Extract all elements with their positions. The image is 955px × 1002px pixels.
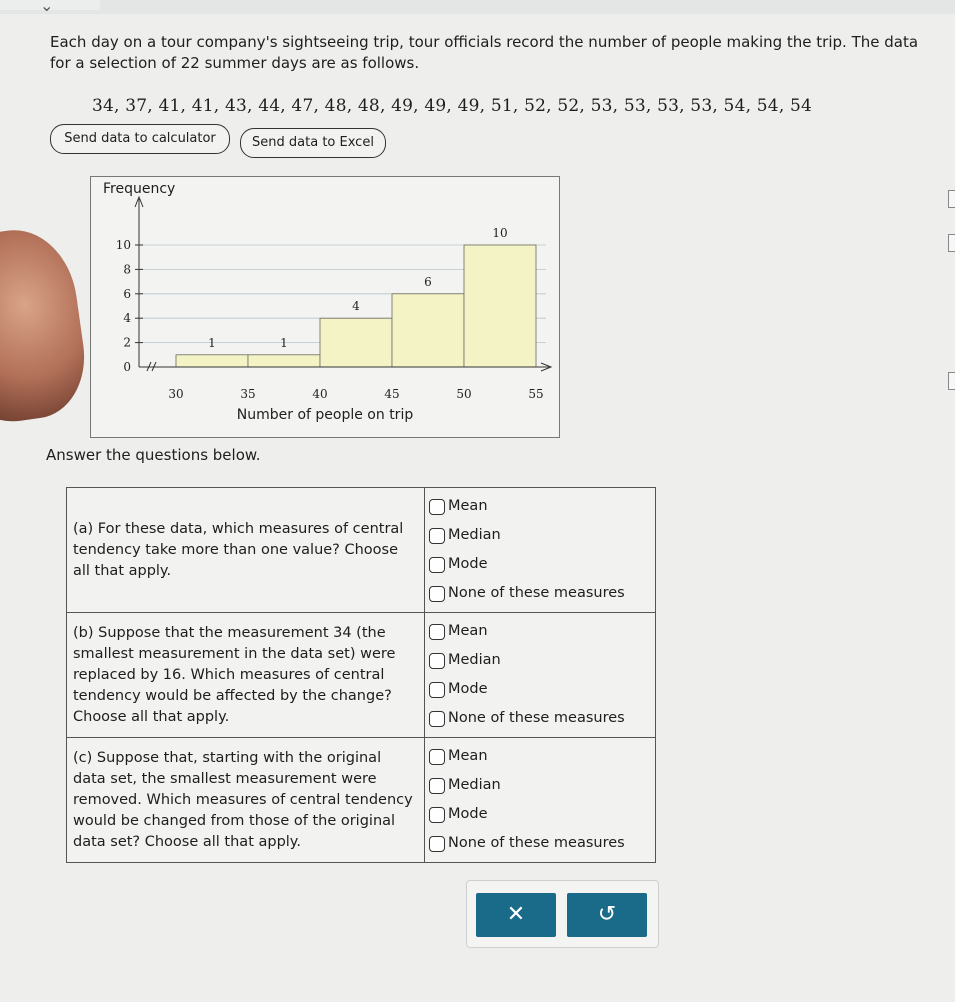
histogram-bar (320, 318, 392, 367)
option-label: Mode (448, 556, 488, 572)
option-mode[interactable] (429, 800, 651, 829)
chart-x-axis-label: Number of people on trip (236, 407, 414, 423)
clear-button[interactable] (476, 893, 556, 937)
checkbox-icon[interactable] (429, 557, 445, 573)
option-label: Mean (448, 623, 488, 639)
bar-data-label: 10 (492, 226, 508, 240)
top-bar (0, 0, 955, 14)
right-edge-tab[interactable] (948, 190, 955, 208)
option-mean[interactable] (429, 742, 651, 771)
question-a-text: (a) For these data, which measures of central tendency take more than one value? Choose all that apply. (67, 488, 425, 613)
right-edge-tab[interactable] (948, 234, 955, 252)
option-median[interactable] (429, 646, 651, 675)
question-row-a (67, 488, 656, 613)
checkbox-icon[interactable] (429, 528, 445, 544)
histogram-chart (90, 176, 560, 438)
option-mode[interactable] (429, 675, 651, 704)
option-mean[interactable] (429, 617, 651, 646)
chart-y-axis-label: Frequency (103, 181, 176, 197)
x-tick-label: 50 (456, 387, 472, 401)
send-to-excel-button[interactable]: Send data to Excel (240, 128, 386, 158)
bar-data-label: 4 (352, 299, 360, 314)
histogram-bar (464, 245, 536, 367)
option-median[interactable] (429, 771, 651, 800)
bar-data-label: 1 (280, 335, 288, 350)
question-b-text: (b) Suppose that the measurement 34 (the smallest measurement in the data set) were replaced by 16. Which measures of central tendency would be affected by the change? Choose all that apply. (67, 613, 425, 738)
option-label: None of these measures (448, 835, 625, 851)
histogram-bar (248, 355, 320, 367)
option-none[interactable] (429, 579, 651, 608)
x-tick-label: 35 (240, 387, 256, 401)
checkbox-icon[interactable] (429, 749, 445, 765)
checkbox-icon[interactable] (429, 836, 445, 852)
y-tick-label: 4 (123, 311, 131, 326)
option-none[interactable] (429, 829, 651, 858)
checkbox-icon[interactable] (429, 499, 445, 515)
x-tick-label: 40 (312, 387, 328, 401)
option-mode[interactable] (429, 550, 651, 579)
option-label: Median (448, 777, 501, 793)
checkbox-icon[interactable] (429, 586, 445, 602)
chevron-down-icon[interactable]: ⌄ (40, 0, 54, 15)
checkbox-icon[interactable] (429, 807, 445, 823)
option-mean[interactable] (429, 492, 651, 521)
option-none[interactable] (429, 704, 651, 733)
histogram-bar (392, 294, 464, 367)
question-b-options (425, 613, 656, 738)
x-tick-label: 55 (528, 387, 544, 401)
action-panel (466, 880, 659, 948)
y-tick-label: 10 (115, 238, 131, 252)
option-median[interactable] (429, 521, 651, 550)
y-tick-label: 6 (123, 286, 131, 301)
option-label: Mean (448, 748, 488, 764)
question-c-options (425, 738, 656, 863)
option-label: Median (448, 652, 501, 668)
checkbox-icon[interactable] (429, 711, 445, 727)
y-tick-label: 8 (123, 262, 131, 277)
right-edge-tab[interactable] (948, 372, 955, 390)
y-tick-label: 0 (123, 360, 131, 374)
checkbox-icon[interactable] (429, 653, 445, 669)
x-tick-label: 30 (168, 387, 184, 401)
bar-data-label: 6 (424, 274, 432, 289)
checkbox-icon[interactable] (429, 682, 445, 698)
histogram-bar (176, 355, 248, 367)
data-values: 34, 37, 41, 41, 43, 44, 47, 48, 48, 49, 49, 49, 51, 52, 52, 53, 53, 53, 53, 54, 54, 54 (92, 96, 813, 116)
finger-photo-artifact (0, 222, 92, 431)
question-a-options (425, 488, 656, 613)
option-label: Mode (448, 681, 488, 697)
option-label: None of these measures (448, 585, 625, 601)
option-label: None of these measures (448, 710, 625, 726)
questions-table (66, 487, 656, 863)
checkbox-icon[interactable] (429, 624, 445, 640)
option-label: Mean (448, 498, 488, 514)
x-tick-label: 45 (384, 387, 400, 401)
undo-button[interactable] (567, 893, 647, 937)
problem-prompt: Each day on a tour company's sightseeing trip, tour officials record the number of people making the trip. The data for a selection of 22 summer days are as follows. (50, 33, 919, 72)
instructions-text: Answer the questions below. (46, 446, 261, 464)
undo-icon: ↺ (597, 902, 617, 927)
bar-data-label: 1 (208, 335, 216, 350)
question-row-b (67, 613, 656, 738)
send-to-calculator-button[interactable]: Send data to calculator (50, 124, 230, 154)
question-c-text: (c) Suppose that, starting with the original data set, the smallest measurement were removed. Which measures of central tendency would be changed from those of the original data set? Choose all that apply. (67, 738, 425, 863)
question-row-c (67, 738, 656, 863)
option-label: Median (448, 527, 501, 543)
histogram-svg (91, 177, 559, 437)
close-icon: ✕ (506, 902, 526, 927)
option-label: Mode (448, 806, 488, 822)
checkbox-icon[interactable] (429, 778, 445, 794)
y-tick-label: 2 (123, 335, 131, 350)
